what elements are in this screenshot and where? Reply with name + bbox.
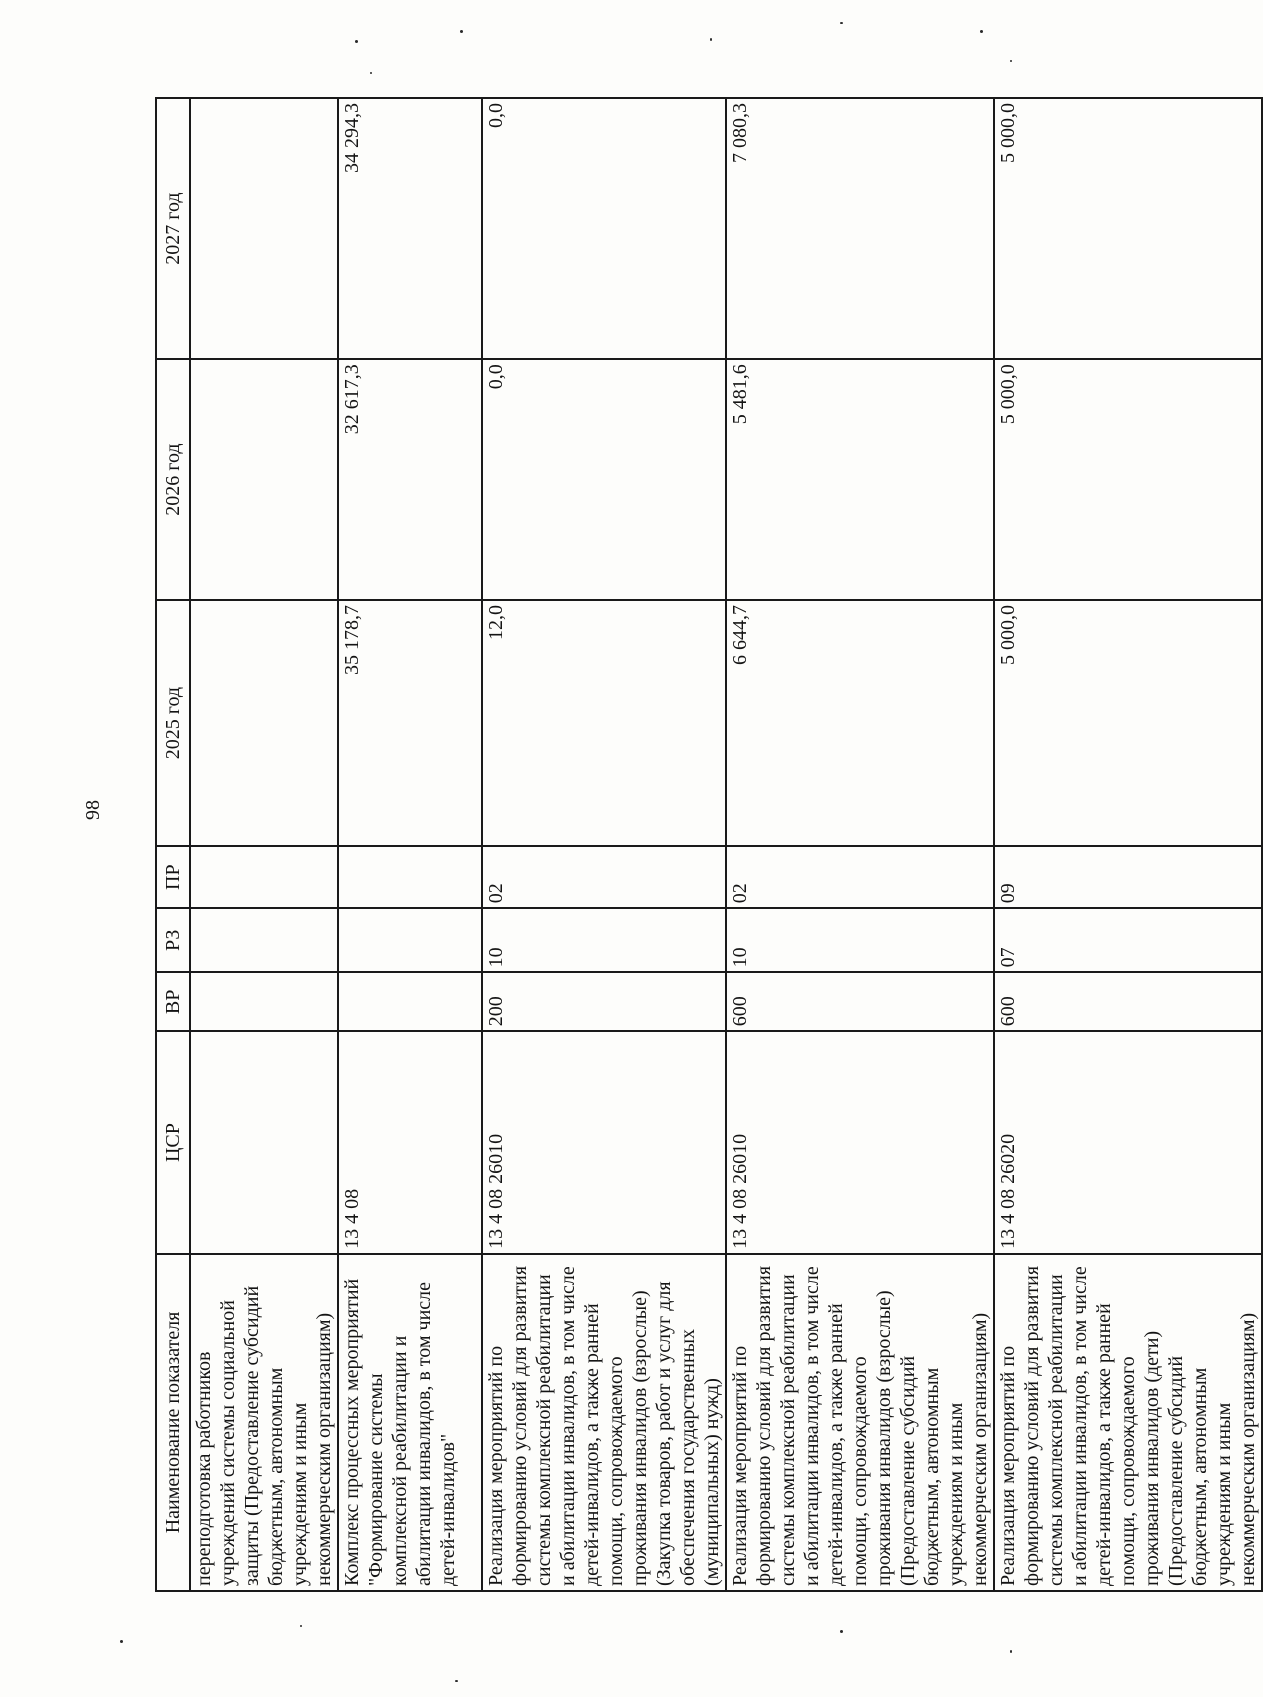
row-csr: 13 4 08 26020 bbox=[994, 1031, 1262, 1254]
scan-speck bbox=[1010, 60, 1012, 62]
row-csr: 13 4 08 bbox=[338, 1031, 482, 1254]
row-2027: 7 080,3 bbox=[726, 98, 994, 359]
scan-speck bbox=[370, 72, 372, 74]
scan-speck bbox=[460, 30, 463, 33]
row-2026: 5 000,0 bbox=[994, 359, 1262, 600]
row-vr: 200 bbox=[482, 972, 726, 1031]
row-2025: 35 178,7 bbox=[338, 600, 482, 846]
row-vr bbox=[190, 972, 338, 1031]
rotated-table-container bbox=[155, 97, 1259, 1592]
row-name: Реализация мероприятий по формированию условий для развития системы комплексной реабилитации и абилитации инвалидов, в том числе детей-инвалидов, а также ранней помощи, сопровождаемого проживания инвалидов (взрослые) (Предоставление субсидий бюджетным, автономным учреждениям и иным некоммерческим организациям) bbox=[726, 1254, 994, 1591]
scan-speck bbox=[840, 1630, 843, 1633]
page-number: 98 bbox=[82, 800, 104, 820]
row-2025 bbox=[190, 600, 338, 846]
scan-speck bbox=[710, 38, 712, 41]
row-2025: 6 644,7 bbox=[726, 600, 994, 846]
table-row bbox=[482, 98, 726, 1591]
row-pr: 02 bbox=[726, 846, 994, 908]
row-pr: 09 bbox=[994, 846, 1262, 908]
table-row bbox=[726, 98, 994, 1591]
scan-speck bbox=[840, 22, 843, 24]
scan-speck bbox=[300, 1625, 302, 1627]
scan-speck bbox=[355, 40, 358, 43]
header-vr: ВР bbox=[156, 972, 190, 1031]
row-csr bbox=[190, 1031, 338, 1254]
scan-speck bbox=[120, 1640, 123, 1643]
header-2025: 2025 год bbox=[156, 600, 190, 846]
row-rz: 10 bbox=[482, 908, 726, 972]
header-2027: 2027 год bbox=[156, 98, 190, 359]
header-pr: ПР bbox=[156, 846, 190, 908]
table-row bbox=[190, 98, 338, 1591]
row-csr: 13 4 08 26010 bbox=[482, 1031, 726, 1254]
header-rz: РЗ bbox=[156, 908, 190, 972]
scan-speck bbox=[1010, 1650, 1012, 1653]
row-2027: 0,0 bbox=[482, 98, 726, 359]
table-header-row bbox=[156, 98, 190, 1591]
row-2027 bbox=[190, 98, 338, 359]
row-name: Реализация мероприятий по формированию условий для развития системы комплексной реабилитации и абилитации инвалидов, в том числе детей-инвалидов, а также ранней помощи, сопровождаемого проживания инвалидов (дети) (Предоставление субсидий бюджетным, автономным учреждениям и иным некоммерческим организациям) bbox=[994, 1254, 1262, 1591]
row-name: Реализация мероприятий по формированию условий для развития системы комплексной реабилитации и абилитации инвалидов, в том числе детей-инвалидов, а также ранней помощи, сопровождаемого проживания инвалидов (взрослые) (Закупка товаров, работ и услуг для обеспечения государственных (муниципальных) нужд) bbox=[482, 1254, 726, 1591]
row-rz: 10 bbox=[726, 908, 994, 972]
table-row bbox=[338, 98, 482, 1591]
row-2026: 32 617,3 bbox=[338, 359, 482, 600]
table-row bbox=[994, 98, 1262, 1591]
scan-speck bbox=[455, 1680, 458, 1682]
header-2026: 2026 год bbox=[156, 359, 190, 600]
row-2027: 34 294,3 bbox=[338, 98, 482, 359]
row-name: переподготовка работников учреждений системы социальной защиты (Предоставление субсидий бюджетным, автономным учреждениям и иным некоммерческим организациям) bbox=[190, 1254, 338, 1591]
scan-speck bbox=[980, 30, 983, 33]
row-name: Комплекс процессных мероприятий "Формирование системы комплексной реабилитации и абилитации инвалидов, в том числе детей-инвалидов" bbox=[338, 1254, 482, 1591]
budget-table bbox=[155, 97, 1263, 1592]
row-rz bbox=[338, 908, 482, 972]
row-csr: 13 4 08 26010 bbox=[726, 1031, 994, 1254]
row-pr: 02 bbox=[482, 846, 726, 908]
row-2026: 0,0 bbox=[482, 359, 726, 600]
row-2027: 5 000,0 bbox=[994, 98, 1262, 359]
row-vr: 600 bbox=[994, 972, 1262, 1031]
row-vr bbox=[338, 972, 482, 1031]
row-2026 bbox=[190, 359, 338, 600]
row-rz bbox=[190, 908, 338, 972]
row-2026: 5 481,6 bbox=[726, 359, 994, 600]
row-pr bbox=[338, 846, 482, 908]
row-vr: 600 bbox=[726, 972, 994, 1031]
row-2025: 12,0 bbox=[482, 600, 726, 846]
row-rz: 07 bbox=[994, 908, 1262, 972]
header-name: Наименование показателя bbox=[156, 1254, 190, 1591]
header-csr: ЦСР bbox=[156, 1031, 190, 1254]
row-2025: 5 000,0 bbox=[994, 600, 1262, 846]
row-pr bbox=[190, 846, 338, 908]
